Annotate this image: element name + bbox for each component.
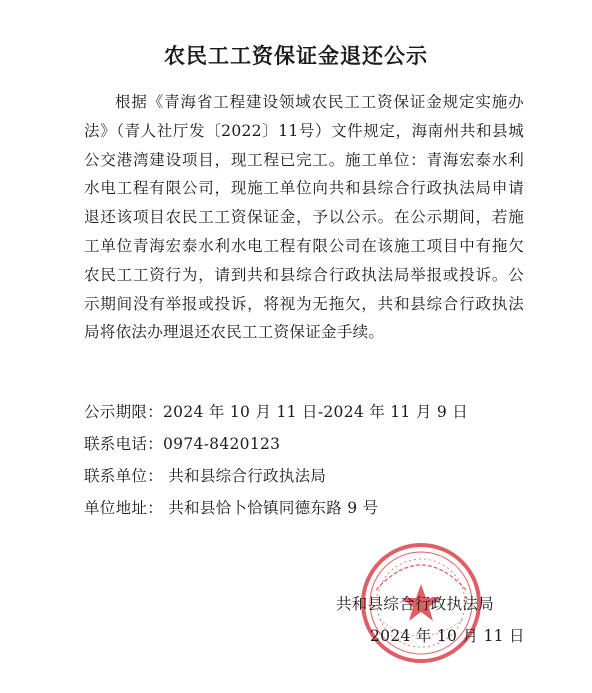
contact-phone: 联系电话：0974-8420123 (84, 435, 281, 453)
unit-address: 单位地址： 共和县恰卜恰镇同德东路 9 号 (84, 499, 379, 517)
contact-unit: 联系单位： 共和县综合行政执法局 (84, 467, 327, 485)
notice-period: 公示期限：2024 年 10 月 11 日-2024 年 11 月 9 日 (84, 403, 469, 421)
document-body: 根据《青海省工程建设领域农民工工资保证金规定实施办法》（青人社厅发〔2022〕11号）文件规定，海南州共和县城公交港湾建设项目，现工程已完工。施工单位：青海宏泰水利水电工程有限公司，现施工单位向共和县综合行政执法局申请退还该项目农民工工资保证金，予以公示。在公示期间，若施工单位青海宏泰水利水电工程有限公司在该施工项目中有拖欠农民工工资行为，请到共和县综合行政执法局举报或投诉。公示期间没有举报或投诉，将视为无拖欠，共和县综合行政执法局将依法办理退还农民工工资保证金手续。 (84, 93, 524, 342)
document-title: 农民工工资保证金退还公示 (164, 43, 428, 68)
signature-date: 2024 年 10 月 11 日 (370, 627, 525, 645)
signature-organization: 共和县综合行政执法局 (336, 595, 495, 613)
